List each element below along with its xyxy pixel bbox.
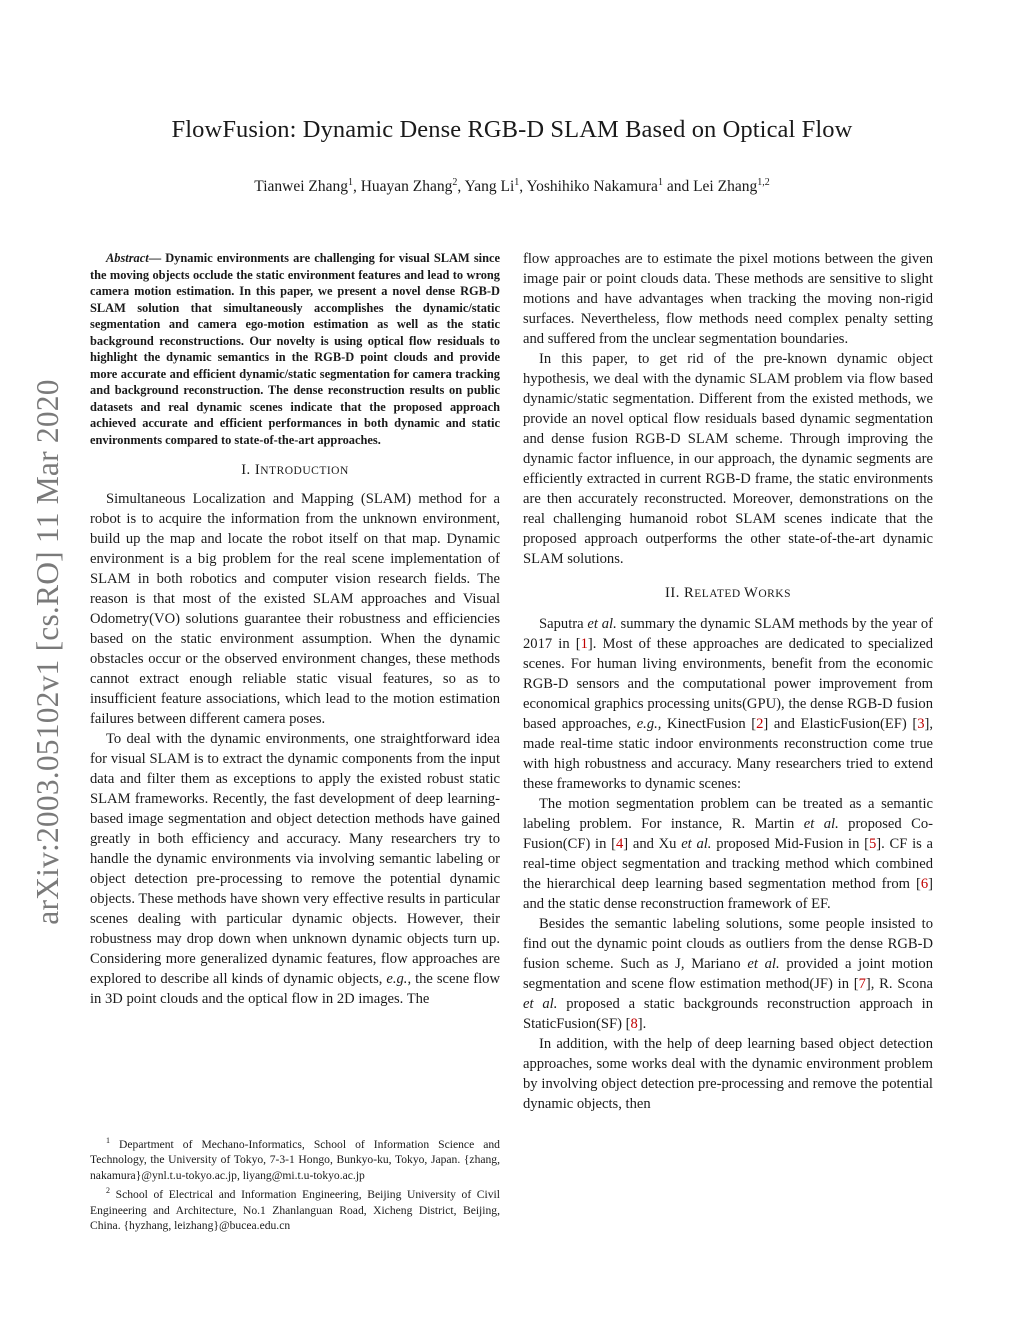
section-heading-introduction: I. INTRODUCTION <box>241 462 349 478</box>
footnote-affiliation-1: $^1$ Department of Mechano-Informatics, School of Information Science and Technology, the University of Tokyo, 7-3-1 Hongo, Bunkyo-ku, Tokyo, Japan. {zhang, nakamura}@ynl.t.u-tokyo.ac.jp, liyang@mi.t.u-tokyo.ac.jp <box>90 1136 500 1182</box>
author-list <box>0 177 1024 196</box>
paragraph: In this paper, to get rid of the pre-known dynamic object hypothesis, we deal with the dynamic SLAM problem via flow based dynamic/static segmentation. Different from the existed methods, we provide an novel optical flow residuals based dynamic segmentation and dense fusion RGB-D SLAM scheme. Through improving the dynamic factor influence, in our approach, the dynamic segments are efficiently extracted in current RGB-D frame, the static environments are then accurately reconstructed. Moreover, demonstrations on the real challenging humanoid robot SLAM scenes indicate that the proposed approach outperforms the other state-of-the-art dynamic SLAM solutions. <box>523 351 933 567</box>
author: Huayan Zhang$^2$, <box>360 177 465 196</box>
abstract-label: Abstract <box>106 251 149 265</box>
citation-link[interactable]: 8 <box>630 1016 638 1032</box>
right-column <box>523 249 933 1114</box>
citation-link[interactable]: 5 <box>869 836 877 852</box>
paragraph: Simultaneous Localization and Mapping (SLAM) method for a robot is to acquire the information from the unknown environment, build up the map and locate the robot itself on that map. Dynamic environment is a big problem for the real scene implementation of SLAM in both robotics and computer vision research fields. The reason is that most of the existed SLAM approaches and Visual Odometry(VO) solutions guarantee their robustness and efficiencies based on the static environment assumption. When the dynamic obstacles occur or the observed environment changes, these methods cannot extract enough reliable static visual features, so as to insufficient feature associations, which lead to the motion estimation failures between different camera poses. <box>90 491 500 727</box>
paragraph: flow approaches are to estimate the pixel motions between the given image pair or point clouds data. These methods are sensitive to slight motions and have advantages when tracking the moving non-rigid surfaces. Nevertheless, flow methods need complex penalty setting and suffered from the unclear segmentation boundaries. <box>523 251 933 347</box>
author: Lei Zhang$^{1,2}$ <box>693 177 770 196</box>
author: Tianwei Zhang$^1$, <box>254 177 361 196</box>
author: Yoshihiko Nakamura$^1$ and <box>526 177 694 196</box>
arxiv-identifier: arXiv:2003.05102v1 [cs.RO] 11 Mar 2020 <box>30 379 65 925</box>
paragraph: To deal with the dynamic environments, one straightforward idea for visual SLAM is to extract the dynamic components from the input data and filter them as exceptions to apply the existed robust static SLAM frameworks. Recently, the fast development of deep learning-based image segmentation and object detection methods have gained greatly in both efficiency and accuracy. Many researchers try to handle the dynamic environments via involving semantic labeling or object detection pre-processing to remove the potential dynamic objects. These methods have shown very effective results in particular scenes dealing with particular dynamic objects. However, their robustness may drop down when unknown dynamic objects turn up. Considering more generalized dynamic features, flow approaches are explored to describe all kinds of dynamic objects, e.g., the scene flow in 3D point clouds and the optical flow in 2D images. The <box>90 731 500 1007</box>
author: Yang Li$^1$, <box>464 177 527 196</box>
citation-link[interactable]: 3 <box>917 716 925 732</box>
citation-link[interactable]: 6 <box>920 876 929 892</box>
paragraph: The motion segmentation problem can be treated as a semantic labeling problem. For instance, R. Martin et al. proposed Co-Fusion(CF) in [4] and Xu et al. proposed Mid-Fusion in [5]. CF is a real-time object segmentation and tracking method which combined the hierarchical deep learning based segmentation method from [6] and the static dense reconstruction framework of EF. <box>523 796 934 912</box>
abstract <box>90 250 500 448</box>
paragraph: In addition, with the help of deep learning based object detection approaches, some works deal with the dynamic environment problem by involving object detection pre-processing and remove the potential dynamic objects, then <box>523 1036 933 1112</box>
citation-link[interactable]: 4 <box>615 836 624 852</box>
citation-link[interactable]: 7 <box>858 976 866 992</box>
footnotes <box>90 1133 500 1234</box>
abstract-text: — Dynamic environments are challenging for visual SLAM since the moving objects occlude the static environment features and lead to wrong camera motion estimation. In this paper, we present a novel dense RGB-D SLAM solution that simultaneously accomplishes the dynamic/static segmentation and camera ego-motion estimation as well as the static background reconstructions. Our novelty is using optical flow residuals to highlight the dynamic semantics in the RGB-D point clouds and provide more accurate and efficient dynamic/static segmentation for camera tracking and background reconstruction. The dense reconstruction results on public datasets and real dynamic scenes indicate that the proposed approach achieved accurate and efficient performances in both dynamic and static environments compared to state-of-the-art approaches. <box>90 251 500 447</box>
citation-link[interactable]: 1 <box>580 636 588 652</box>
citation-link[interactable]: 2 <box>756 716 764 732</box>
footnote-affiliation-2: $^2$ School of Electrical and Information Engineering, Beijing University of Civil Engineering and Architecture, No.1 Zhanlanguan Road, Xicheng District, Beijing, China. {hyzhang, leizhang}@bucea.edu.cn <box>90 1186 501 1233</box>
section-heading-related-works: II. RELATED WORKS <box>664 585 792 601</box>
paper-title: FlowFusion: Dynamic Dense RGB-D SLAM Based on Optical Flow <box>171 116 853 143</box>
paragraph: Besides the semantic labeling solutions, some people insisted to find out the dynamic point clouds as outliers from the dense RGB-D fusion scheme. Such as J, Mariano et al. provided a joint motion segmentation and scene flow estimation method(JF) in [7], R. Scona et al. proposed a static backgrounds reconstruction approach in StaticFusion(SF) [8]. <box>523 916 933 1032</box>
left-column <box>90 250 500 1009</box>
paragraph: Saputra et al. summary the dynamic SLAM methods by the year of 2017 in [1]. Most of these approaches are dedicated to specialized scenes. For human living environments, benefit from the economic RGB-D sensors and the computational power improvement from economical graphics processing units(GPU), the dense RGB-D fusion based approaches, e.g., KinectFusion [2] and ElasticFusion(EF) [3], made real-time static indoor environments reconstruction come true with high robustness and accuracy. Many researchers tried to extend these frameworks to dynamic scenes: <box>523 616 934 792</box>
